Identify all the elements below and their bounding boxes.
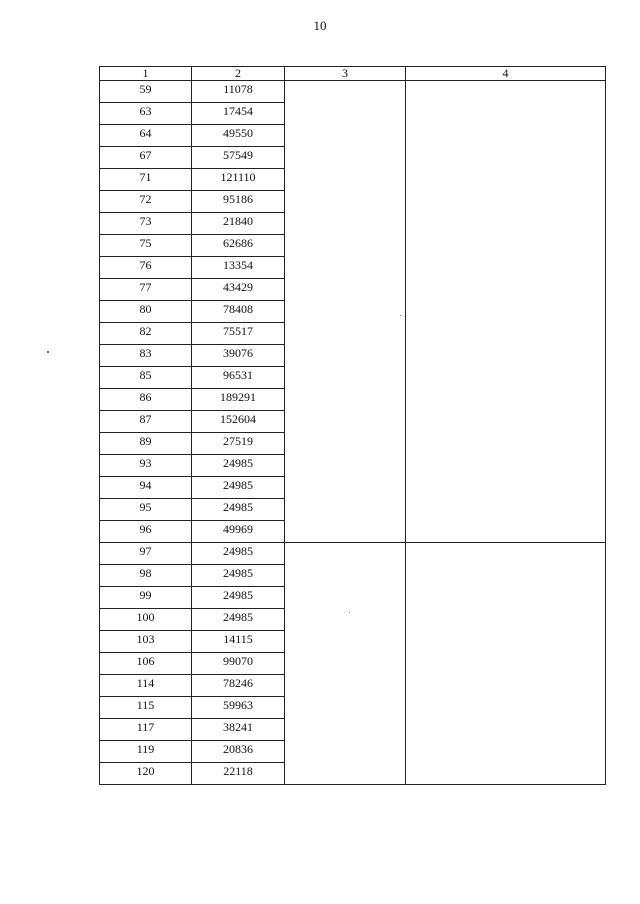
row-number-cell: 99: [100, 587, 192, 609]
value-cell: 75517: [192, 323, 285, 345]
value-cell: 43429: [192, 279, 285, 301]
value-cell: 24985: [192, 609, 285, 631]
row-number-cell: 96: [100, 521, 192, 543]
value-cell: 24985: [192, 587, 285, 609]
value-cell: 152604: [192, 411, 285, 433]
row-number-cell: 115: [100, 697, 192, 719]
column-3-merged-cell: [285, 81, 406, 543]
value-cell: 95186: [192, 191, 285, 213]
value-cell: 14115: [192, 631, 285, 653]
value-cell: 24985: [192, 477, 285, 499]
row-number-cell: 75: [100, 235, 192, 257]
table-row: [100, 81, 606, 103]
data-table: [99, 66, 606, 785]
value-cell: 38241: [192, 719, 285, 741]
row-number-cell: 59: [100, 81, 192, 103]
value-cell: 96531: [192, 367, 285, 389]
row-number-cell: 80: [100, 301, 192, 323]
column-header: 2: [192, 67, 285, 81]
row-number-cell: 71: [100, 169, 192, 191]
value-cell: 24985: [192, 499, 285, 521]
value-cell: 22118: [192, 763, 285, 785]
row-number-cell: 86: [100, 389, 192, 411]
value-cell: 189291: [192, 389, 285, 411]
row-number-cell: 106: [100, 653, 192, 675]
value-cell: 78408: [192, 301, 285, 323]
row-number-cell: 114: [100, 675, 192, 697]
value-cell: 99070: [192, 653, 285, 675]
value-cell: 78246: [192, 675, 285, 697]
value-cell: 62686: [192, 235, 285, 257]
value-cell: 27519: [192, 433, 285, 455]
value-cell: 20836: [192, 741, 285, 763]
row-number-cell: 100: [100, 609, 192, 631]
table-header-row: [100, 67, 606, 81]
table-body: [100, 81, 606, 785]
value-cell: 39076: [192, 345, 285, 367]
value-cell: 17454: [192, 103, 285, 125]
row-number-cell: 63: [100, 103, 192, 125]
row-number-cell: 89: [100, 433, 192, 455]
row-number-cell: 72: [100, 191, 192, 213]
page-number: 10: [313, 18, 327, 33]
row-number-cell: 103: [100, 631, 192, 653]
row-number-cell: 82: [100, 323, 192, 345]
value-cell: 24985: [192, 565, 285, 587]
value-cell: 13354: [192, 257, 285, 279]
row-number-cell: 120: [100, 763, 192, 785]
table-row: [100, 543, 606, 565]
column-3-merged-cell: [285, 543, 406, 785]
row-number-cell: 64: [100, 125, 192, 147]
column-4-merged-cell: [406, 543, 606, 785]
row-number-cell: 76: [100, 257, 192, 279]
value-cell: 11078: [192, 81, 285, 103]
value-cell: 24985: [192, 455, 285, 477]
column-header: 4: [406, 67, 606, 81]
value-cell: 49550: [192, 125, 285, 147]
value-cell: 121110: [192, 169, 285, 191]
row-number-cell: 67: [100, 147, 192, 169]
column-4-merged-cell: [406, 81, 606, 543]
row-number-cell: 119: [100, 741, 192, 763]
value-cell: 57549: [192, 147, 285, 169]
row-number-cell: 98: [100, 565, 192, 587]
row-number-cell: 93: [100, 455, 192, 477]
column-header: 3: [285, 67, 406, 81]
value-cell: 49969: [192, 521, 285, 543]
scan-speck: [47, 351, 49, 353]
value-cell: 24985: [192, 543, 285, 565]
value-cell: 59963: [192, 697, 285, 719]
row-number-cell: 94: [100, 477, 192, 499]
column-header: 1: [100, 67, 192, 81]
value-cell: 21840: [192, 213, 285, 235]
row-number-cell: 73: [100, 213, 192, 235]
row-number-cell: 95: [100, 499, 192, 521]
row-number-cell: 97: [100, 543, 192, 565]
row-number-cell: 117: [100, 719, 192, 741]
row-number-cell: 85: [100, 367, 192, 389]
row-number-cell: 77: [100, 279, 192, 301]
row-number-cell: 83: [100, 345, 192, 367]
row-number-cell: 87: [100, 411, 192, 433]
